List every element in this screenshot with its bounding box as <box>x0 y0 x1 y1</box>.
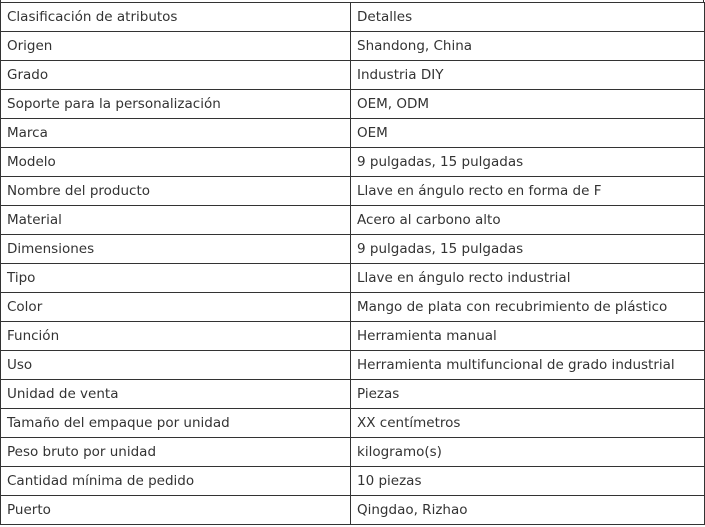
table-row <box>1 467 705 496</box>
table-row <box>1 293 705 322</box>
details-cell: Mango de plata con recubrimiento de plástico <box>351 293 705 322</box>
table-row <box>1 32 705 61</box>
table-row <box>1 409 705 438</box>
attribute-cell: Tipo <box>1 264 351 293</box>
table-row <box>1 90 705 119</box>
details-cell: XX centímetros <box>351 409 705 438</box>
details-cell: OEM, ODM <box>351 90 705 119</box>
attribute-cell: Unidad de venta <box>1 380 351 409</box>
details-cell: Industria DIY <box>351 61 705 90</box>
table-header-row <box>1 3 705 32</box>
details-cell: Qingdao, Rizhao <box>351 496 705 525</box>
attribute-cell: Marca <box>1 119 351 148</box>
details-cell: Piezas <box>351 380 705 409</box>
details-cell: kilogramo(s) <box>351 438 705 467</box>
attributes-table-body <box>1 3 705 525</box>
attribute-cell: Uso <box>1 351 351 380</box>
details-cell: 9 pulgadas, 15 pulgadas <box>351 148 705 177</box>
details-cell: Llave en ángulo recto industrial <box>351 264 705 293</box>
attribute-cell: Peso bruto por unidad <box>1 438 351 467</box>
table-row <box>1 496 705 525</box>
details-cell: 10 piezas <box>351 467 705 496</box>
attribute-cell: Puerto <box>1 496 351 525</box>
table-row <box>1 322 705 351</box>
table-row <box>1 61 705 90</box>
details-cell: Acero al carbono alto <box>351 206 705 235</box>
table-row <box>1 264 705 293</box>
details-cell: OEM <box>351 119 705 148</box>
attributes-table <box>0 2 705 525</box>
table-row <box>1 438 705 467</box>
table-row <box>1 206 705 235</box>
details-cell: 9 pulgadas, 15 pulgadas <box>351 235 705 264</box>
attribute-cell: Color <box>1 293 351 322</box>
details-cell: Shandong, China <box>351 32 705 61</box>
table-row <box>1 177 705 206</box>
attributes-table-container <box>0 2 705 525</box>
attribute-cell: Dimensiones <box>1 235 351 264</box>
attribute-cell: Material <box>1 206 351 235</box>
attribute-cell: Soporte para la personalización <box>1 90 351 119</box>
header-cell-attribute: Clasificación de atributos <box>1 3 351 32</box>
attribute-cell: Cantidad mínima de pedido <box>1 467 351 496</box>
attribute-cell: Grado <box>1 61 351 90</box>
table-row <box>1 235 705 264</box>
attribute-cell: Modelo <box>1 148 351 177</box>
attribute-cell: Nombre del producto <box>1 177 351 206</box>
attribute-cell: Función <box>1 322 351 351</box>
table-row <box>1 380 705 409</box>
table-row <box>1 351 705 380</box>
attribute-cell: Tamaño del empaque por unidad <box>1 409 351 438</box>
table-row <box>1 148 705 177</box>
details-cell: Llave en ángulo recto en forma de F <box>351 177 705 206</box>
header-cell-details: Detalles <box>351 3 705 32</box>
attribute-cell: Origen <box>1 32 351 61</box>
details-cell: Herramienta manual <box>351 322 705 351</box>
details-cell: Herramienta multifuncional de grado industrial <box>351 351 705 380</box>
table-row <box>1 119 705 148</box>
